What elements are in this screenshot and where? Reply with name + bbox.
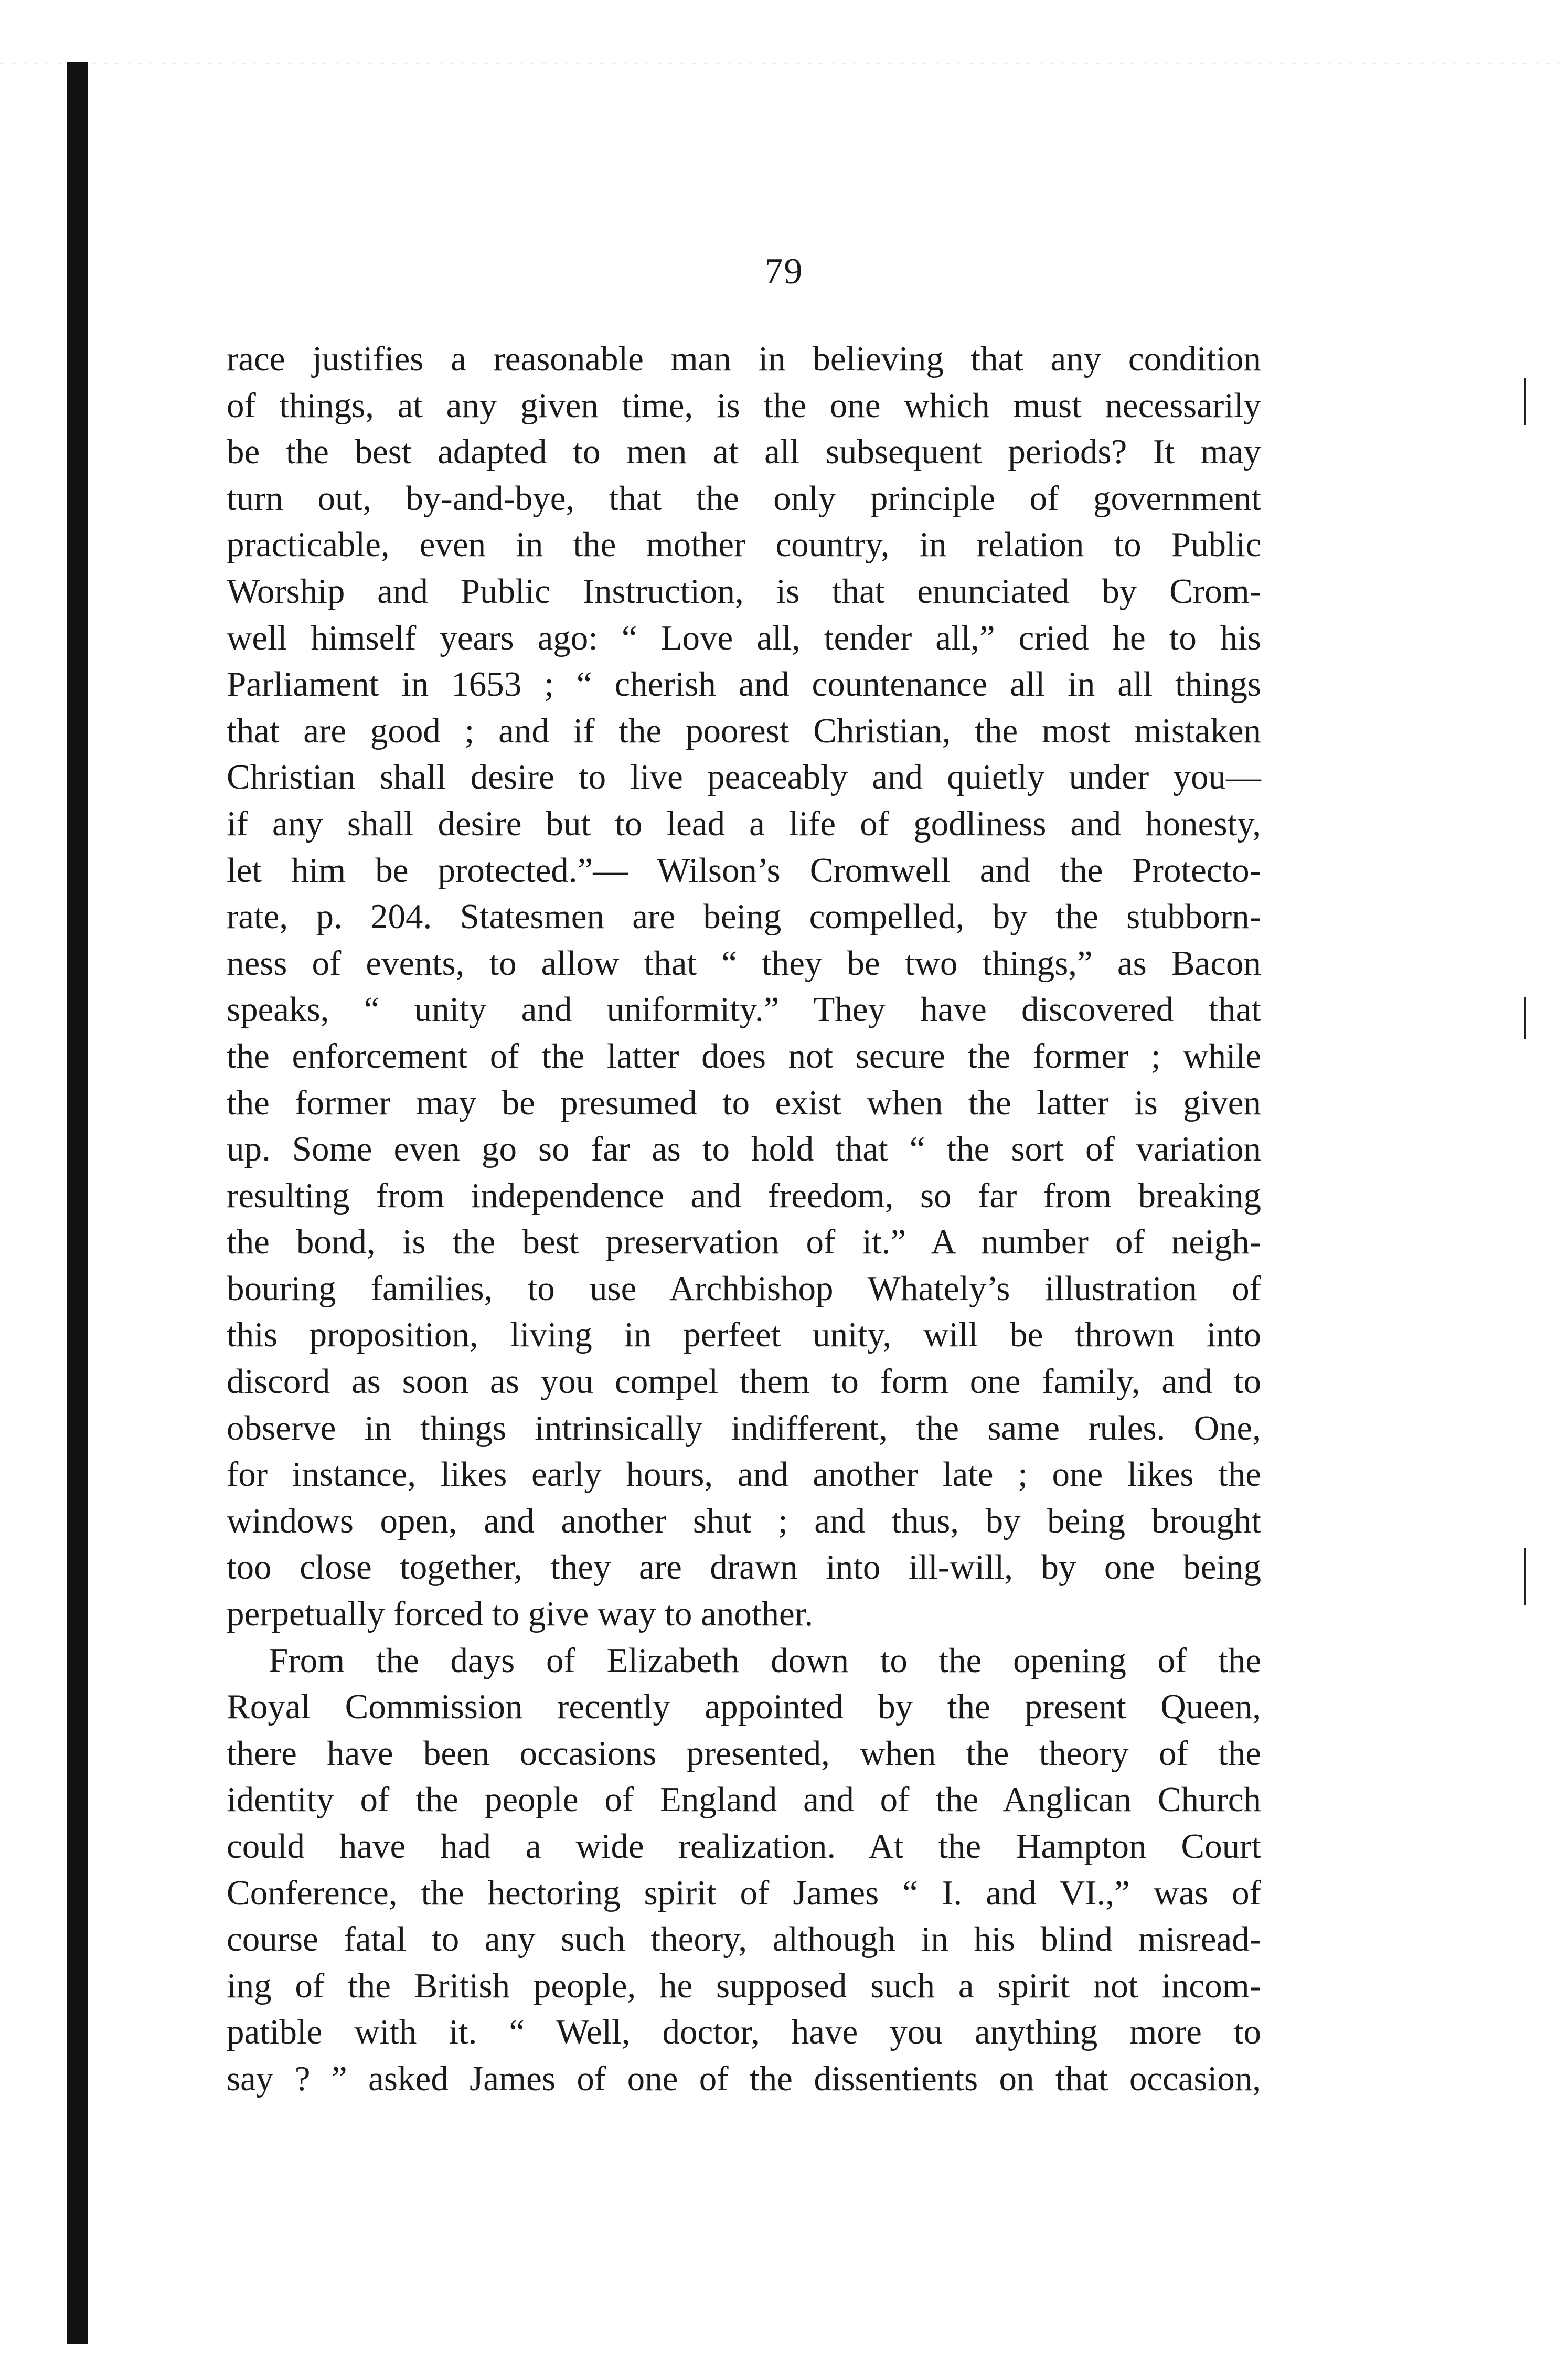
text-line: speaks, “ unity and uniformity.” They have discovered that [227, 990, 1261, 1029]
text-line: rate, p. 204. Statesmen are being compelled, by the stubborn- [227, 897, 1261, 937]
text-line: Christian shall desire to live peaceably and quietly under you— [227, 758, 1261, 797]
margin-mark [1524, 997, 1526, 1039]
page-binding-edge [67, 62, 88, 2344]
text-line: well himself years ago: “ Love all, tender all,” cried he to his [227, 618, 1261, 657]
text-line: the enforcement of the latter does not secure the former ; while [227, 1036, 1261, 1076]
text-line: ing of the British people, he supposed such a spirit not incom- [227, 1966, 1261, 2005]
text-line: discord as soon as you compel them to form one family, and to [227, 1362, 1261, 1401]
text-line: let him be protected.”— Wilson’s Cromwell and the Protecto- [227, 850, 1261, 890]
paragraph-last-line: perpetually forced to give way to another. [227, 1594, 814, 1634]
text-line: for instance, likes early hours, and another late ; one likes the [227, 1455, 1261, 1494]
text-line: could have had a wide realization. At the Hampton Court [227, 1827, 1261, 1866]
text-line: the former may be presumed to exist when the latter is given [227, 1083, 1261, 1122]
text-line: up. Some even go so far as to hold that “ the sort of variation [227, 1130, 1261, 1169]
text-line: the bond, is the best preservation of it.” A number of neigh- [227, 1222, 1261, 1262]
text-line: Worship and Public Instruction, is that enunciated by Crom- [227, 571, 1261, 611]
text-line: that are good ; and if the poorest Christian, the most mistaken [227, 711, 1261, 750]
text-line: be the best adapted to men at all subsequent periods? It may [227, 432, 1261, 472]
text-line: turn out, by-and-bye, that the only principle of government [227, 478, 1261, 518]
text-line: race justifies a reasonable man in believing that any condition [227, 339, 1261, 378]
text-line: Conference, the hectoring spirit of James “ I. and VI.,” was of [227, 1873, 1261, 1912]
text-line: resulting from independence and freedom, so far from breaking [227, 1176, 1261, 1215]
page-number: 79 [764, 251, 804, 292]
body-text [227, 336, 1261, 2102]
text-line: if any shall desire but to lead a life of godliness and honesty, [227, 804, 1261, 843]
text-line: observe in things intrinsically indifferent, the same rules. One, [227, 1408, 1261, 1448]
paragraph-first-line: From the days of Elizabeth down to the opening of the [269, 1641, 1261, 1680]
text-line: too close together, they are drawn into ill-will, by one being [227, 1548, 1261, 1587]
text-line: course fatal to any such theory, although in his blind misread- [227, 1920, 1261, 1959]
page-top-edge [0, 63, 1568, 64]
margin-mark [1524, 378, 1526, 425]
text-line: say ? ” asked James of one of the dissentients on that occasion, [227, 2059, 1261, 2098]
text-line: ness of events, to allow that “ they be two things,” as Bacon [227, 943, 1261, 983]
text-line: windows open, and another shut ; and thus, by being brought [227, 1501, 1261, 1540]
text-line: of things, at any given time, is the one which must necessarily [227, 386, 1261, 425]
margin-mark [1524, 1548, 1526, 1605]
text-line: Royal Commission recently appointed by the present Queen, [227, 1687, 1261, 1727]
text-line: this proposition, living in perfeet unity, will be thrown into [227, 1315, 1261, 1355]
text-line: patible with it. “ Well, doctor, have you anything more to [227, 2013, 1261, 2052]
text-line: practicable, even in the mother country, in relation to Public [227, 525, 1261, 565]
text-line: Parliament in 1653 ; “ cherish and countenance all in all things [227, 665, 1261, 704]
text-line: there have been occasions presented, when the theory of the [227, 1733, 1261, 1773]
text-line: bouring families, to use Archbishop Whately’s illustration of [227, 1269, 1261, 1308]
text-line: identity of the people of England and of the Anglican Church [227, 1780, 1261, 1819]
